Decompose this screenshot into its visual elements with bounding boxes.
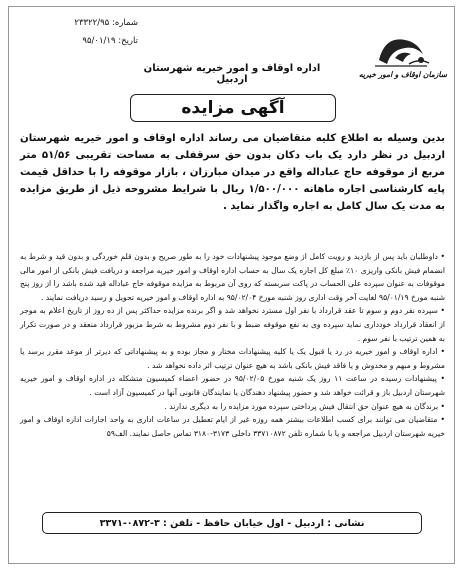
address-footer: نشانی : اردبیل - اول خیابان حافظ - تلفن : ۳-۰۸۷۲-۳۳۷۱	[42, 512, 422, 534]
terms-list	[20, 250, 445, 440]
term-item: • پیشنهادات رسیده در ساعت ۱۱ روز یک شنبه مورخ ۹۵/۰۲/۰۵ در حضور اعضاء کمیسیون متشکله در اداره اوقاف و امور خیریه شهرستان اردبیل باز و قرائت خواهد شد و حضور پیشنهاد دهندگان یا نمایندگان قانونی آنها در کمیسیون آزاد است .	[20, 374, 445, 397]
term-item: • اداره اوقاف و امور خیریه در رد یا قبول یک یا کلیه پیشنهادات مختار و مجاز بوده و به پیشنهاداتی که دیرتر از موعد مقرر برسد یا مشروط و مبهم و مخدوش و یا فاقد فیش بانکی باشد به هیچ عنوان ترتیب اثر داده نخواهد شد .	[20, 347, 445, 370]
letter-meta	[18, 14, 138, 50]
term-item: • برندگان به هیچ عنوان حق انتقال فیش پرداختی سپرده مورد مزایده را به دیگری ندارند .	[164, 401, 445, 411]
intro-paragraph: بدین وسیله به اطلاع کلیه متقاضیان می رساند اداره اوقاف و امور خیریه شهرستان اردبیل در نظر دارد یک باب دکان بدون حق سرقفلی به مساحت تقریبی ۵۱/۵۶ متر مربع از موقوفه حاج عباداله واقع در میدان مبارزان ، بازار موقوفه را با حداقل قیمت پایه کارشناسی اجاره ماهانه ۱/۵۰۰/۰۰۰ ریال با شرایط مشروحه ذیل از طریق مزایده به مدت یک سال کامل به اجاره واگذار نماید .	[20, 133, 445, 212]
endowment-logo-icon	[358, 30, 447, 92]
organization-name: اداره اوقاف و امور خیریه شهرستان اردبیل	[143, 63, 321, 85]
term-item: • متقاضیان می توانند برای کسب اطلاعات بیشتر همه روزه غیر از ایام تعطیل در ساعات اداری به واحد اجارات اداره اوقاف و امور خیریه شهرستان اردبیل مراجعه و یا با شماره تلفن ۳۳۷۱۰۸۷۲ داخلی ۳۱۷۳-۳۱۸۰ تماس حاصل نمایند. الف۵۹	[20, 415, 445, 438]
term-item: • داوطلبان باید پس از بازدید و رویت کامل از وضع موجود پیشنهادات خود را به طور صریح و بدون قلم خوردگی و بدون قید و شرط به انضمام فیش بانکی واریزی ۱۰٪ مبلغ کل اجاره یک سال به حساب اداره اوقاف و امور خیریه مراجعه و دریافت فیش بانکی از امور مالی موقوفات به عنوان سپرده علی الحساب در پاکت سربسته که روی آن مربوط به مزایده موقوفه حاج عباداله قید شده باشد را از روز پنج شنبه مورخ ۹۵/۰۱/۱۹ لغایت آخر وقت اداری روز شنبه مورخ ۹۵/۰۲/۰۴ به اداره اوقاف و امور خیریه تحویل و رسید دریافت نمایند .	[20, 252, 446, 302]
term-item: • سپرده نفر دوم و سوم تا عقد قرارداد با نفر اول مسترد نخواهد شد و اگر برنده مزایده حداکثر پس از ده روز از تاریخ اعلام به موجر از انعقاد قرارداد خودداری نماید سپرده وی به نفع موقوفه ضبط و با نفر دوم مشروط به شرط مزبور قرارداد منعقد و در صورت تکرار به همین ترتیب با نفر سوم .	[20, 306, 445, 343]
letter-number: شماره: ۲۳۳۲۲/۹۵	[74, 18, 138, 28]
notice-title: آگهی مزایده	[130, 94, 336, 122]
letter-date: تاریخ: ۹۵/۰۱/۱۹	[82, 36, 138, 46]
logo-lettering: سازمان اوقاف و امور خیریه	[358, 70, 447, 79]
